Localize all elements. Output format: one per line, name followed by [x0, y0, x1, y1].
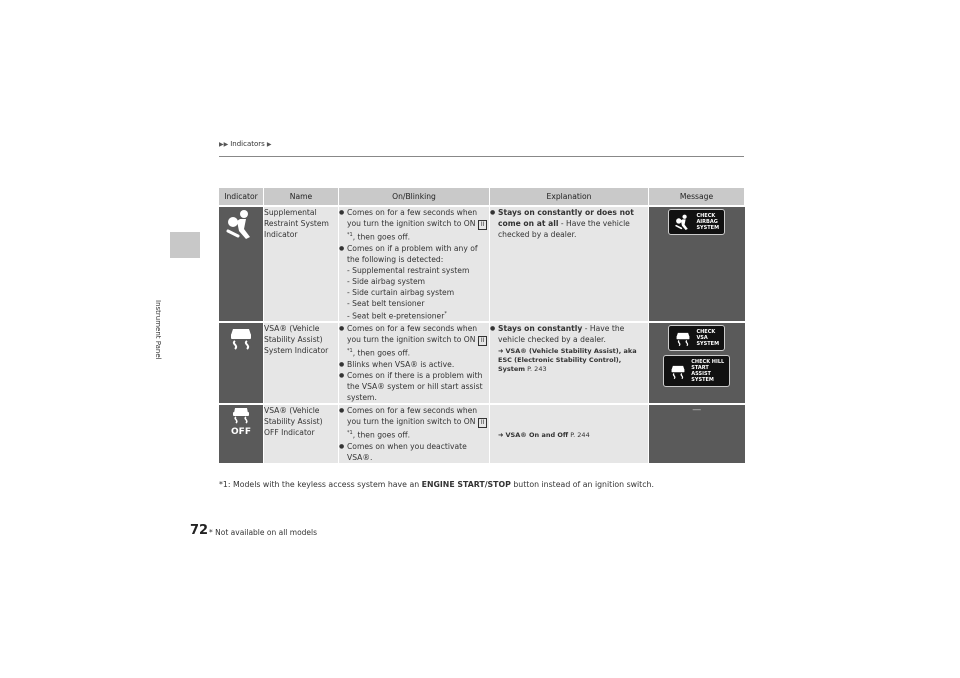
- explanation-cell: [490, 206, 649, 322]
- list-text: , then goes off.: [352, 232, 411, 242]
- list-text: Comes on for a few seconds when you turn the ignition switch to ON: [347, 406, 478, 427]
- side-section-label: Instrument Panel: [154, 300, 162, 360]
- hill-start-assist-icon: [669, 362, 687, 380]
- explanation-text: - Have the vehicle checked by a dealer.: [498, 324, 625, 345]
- indicator-name: VSA® (Vehicle Stability Assist) System Indicator: [264, 322, 339, 404]
- footnote-emphasis: ENGINE START/STOP: [421, 480, 511, 489]
- airbag-warning-icon: [224, 207, 258, 241]
- message-line: ASSIST: [691, 371, 711, 378]
- sub-item: - Side curtain airbag system: [347, 287, 455, 297]
- message-display: [668, 325, 725, 351]
- list-item: [339, 207, 489, 243]
- page-number: 72: [190, 523, 209, 538]
- reference-title: VSA® On and Off: [505, 430, 569, 439]
- sub-item-text: - Seat belt e-pretensioner: [347, 311, 445, 321]
- vsa-skid-icon: [227, 323, 255, 351]
- breadcrumb-arrow-icon: ▶▶: [219, 140, 229, 148]
- list-item: [339, 323, 489, 359]
- explanation-emphasis: Stays on constantly or does not come on at all: [498, 208, 634, 228]
- not-available-note: * Not available on all models: [209, 528, 318, 537]
- reference-page: P. 244: [568, 430, 590, 439]
- list-item: ● Comes on when you deactivate VSA®.: [339, 441, 489, 463]
- no-message-dash: —: [692, 405, 702, 416]
- explanation-cell: [490, 322, 649, 404]
- indicator-cell: [219, 404, 264, 463]
- message-cell: [649, 404, 745, 463]
- ignition-key-icon: II: [478, 336, 488, 346]
- message-text: [696, 329, 719, 347]
- reference-arrow-icon: ➜: [498, 347, 504, 356]
- list-item: [339, 405, 489, 441]
- message-line: SYSTEM: [696, 225, 720, 231]
- breadcrumb-arrow-icon: ▶: [266, 140, 272, 148]
- list-text: Comes on for a few seconds when you turn the ignition switch to ON: [347, 208, 478, 228]
- message-display: [668, 209, 725, 235]
- page-reference-link[interactable]: [490, 431, 648, 440]
- column-header: Name: [264, 188, 339, 206]
- sub-item: - Seat belt tensioner: [347, 298, 425, 308]
- message-line: CHECK: [696, 329, 716, 336]
- message-text: [691, 359, 724, 383]
- indicator-name: Supplemental Restraint System Indicator: [264, 206, 339, 322]
- reference-page: P. 243: [525, 365, 547, 374]
- message-cell: [649, 206, 745, 322]
- message-line: CHECK HILL: [691, 359, 725, 366]
- sub-item: - Supplemental restraint system: [347, 265, 470, 275]
- message-line: SYSTEM: [696, 341, 720, 348]
- list-text: Comes on for a few seconds when you turn the ignition switch to ON: [347, 324, 478, 345]
- footnote: [219, 480, 654, 489]
- table-row: [219, 404, 745, 463]
- page-reference-link[interactable]: [490, 347, 648, 374]
- breadcrumb: [219, 140, 271, 148]
- indicator-name: VSA® (Vehicle Stability Assist) OFF Indicator: [264, 404, 339, 463]
- list-item: [490, 323, 648, 345]
- ignition-key-icon: II: [478, 220, 488, 230]
- reference-title: VSA® (Vehicle Stability Assist), aka ESC (Electronic Stability Control), System: [498, 347, 637, 374]
- ignition-key-icon: II: [478, 418, 488, 428]
- list-item: [339, 243, 489, 265]
- airbag-warning-icon: [674, 213, 692, 231]
- section-tab: [170, 232, 200, 258]
- table-row: [219, 322, 745, 404]
- list-text: , then goes off.: [352, 348, 411, 358]
- footnote-mark: *1: [347, 232, 353, 238]
- sub-item: [339, 309, 489, 322]
- not-available-mark: *: [444, 310, 447, 317]
- reference-arrow-icon: ➜: [498, 430, 504, 439]
- list-text: Comes on if a problem with any of the following is detected:: [347, 243, 478, 264]
- list-item: ● Blinks when VSA® is active.: [339, 359, 489, 370]
- indicator-cell: [219, 322, 264, 404]
- message-line: CHECK: [696, 213, 716, 219]
- column-header: Message: [649, 188, 745, 206]
- vsa-off-icon: [227, 405, 255, 437]
- list-text: , then goes off.: [352, 430, 411, 440]
- table-row: [219, 206, 745, 322]
- footnote-mark: *1: [347, 348, 353, 355]
- column-header: Explanation: [490, 188, 649, 206]
- message-text: [696, 213, 719, 231]
- explanation-cell: [490, 404, 649, 463]
- message-line: SYSTEM: [691, 377, 714, 384]
- explanation-emphasis: Stays on constantly: [498, 324, 583, 334]
- list-item: [490, 207, 648, 240]
- header-divider: [219, 156, 744, 157]
- svg-text:OFF: OFF: [231, 427, 251, 438]
- vsa-skid-icon: [674, 329, 692, 347]
- column-header: Indicator: [219, 188, 264, 206]
- on-blinking-cell: [339, 404, 490, 463]
- message-line: VSA: [696, 335, 708, 342]
- column-header: On/Blinking: [339, 188, 490, 206]
- list-item: ● Comes on if there is a problem with the VSA® system or hill start assist system.: [339, 370, 489, 403]
- indicator-cell: [219, 206, 264, 322]
- footnote-text: button instead of an ignition switch.: [510, 480, 654, 489]
- table-header-row: [219, 188, 745, 206]
- indicator-table: [219, 188, 745, 463]
- sub-item: - Side airbag system: [347, 276, 426, 286]
- footnote-mark: *1: [347, 430, 353, 437]
- message-line: START: [691, 365, 709, 372]
- message-cell: [649, 322, 745, 404]
- on-blinking-cell: [339, 206, 490, 322]
- on-blinking-cell: [339, 322, 490, 404]
- breadcrumb-label[interactable]: Indicators: [230, 140, 265, 148]
- footnote-text: *1: Models with the keyless access system have an: [219, 480, 422, 489]
- message-line: AIRBAG: [696, 219, 718, 225]
- message-display: [663, 355, 730, 387]
- explanation-text: - Have the vehicle checked by a dealer.: [498, 219, 630, 239]
